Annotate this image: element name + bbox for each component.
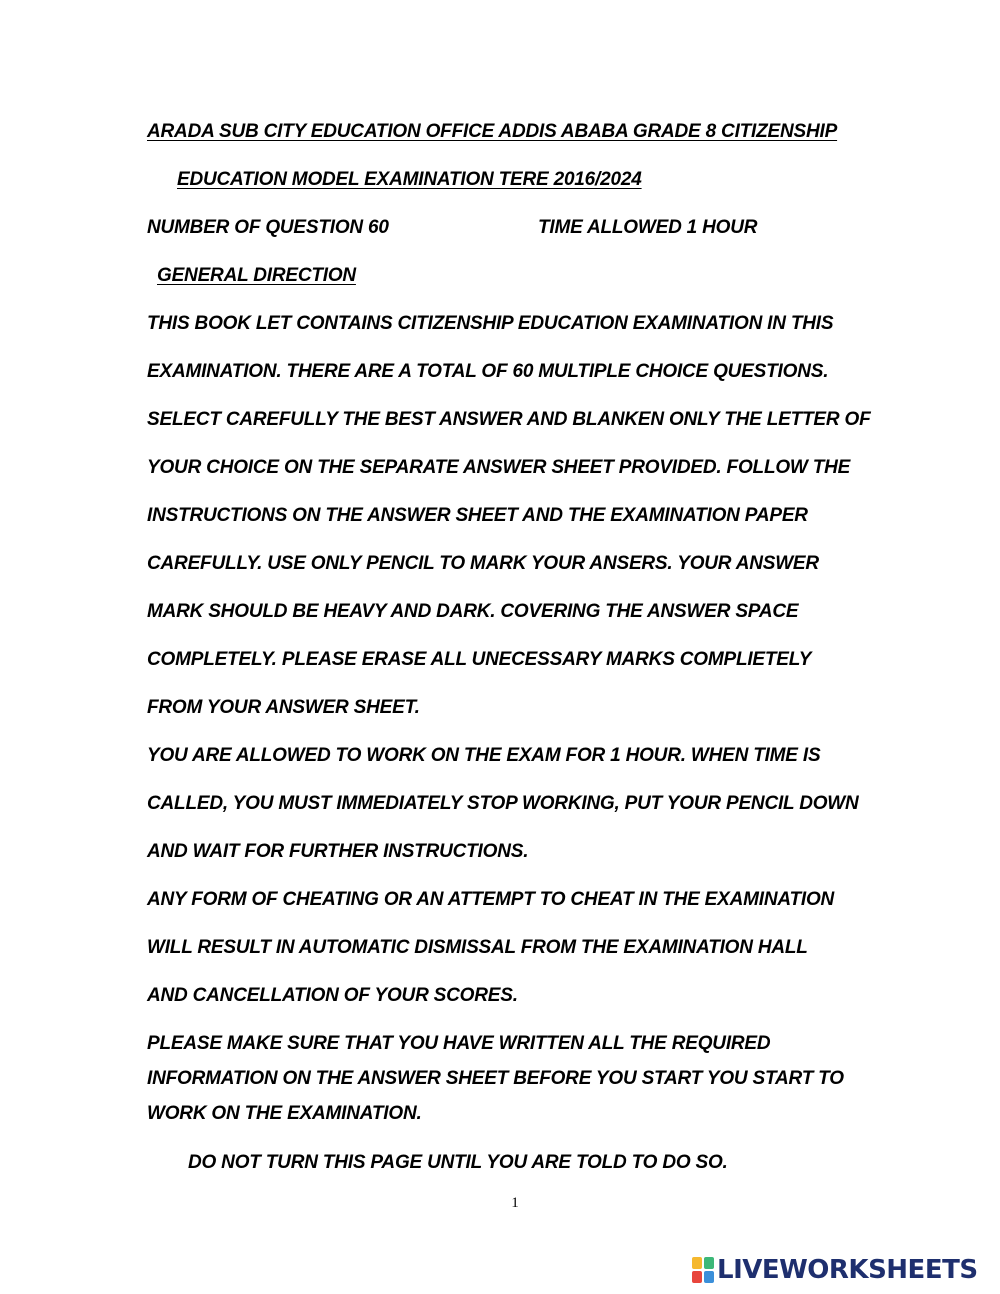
title-line-2 (147, 168, 642, 192)
paragraph-2-line: YOU ARE ALLOWED TO WORK ON THE EXAM FOR 1 HOUR. WHEN TIME IS (147, 745, 821, 766)
general-direction-heading (147, 264, 356, 288)
paragraph-4-line: PLEASE MAKE SURE THAT YOU HAVE WRITTEN ALL THE REQUIRED (147, 1033, 771, 1054)
page-number: 1 (511, 1195, 519, 1211)
paragraph-1-line: COMPLETELY. PLEASE ERASE ALL UNECESSARY MARKS COMPLIETELY (147, 649, 812, 670)
liveworksheets-logo-text: LIVEWORKSHEETS (717, 1255, 978, 1285)
title-line-1: ARADA SUB CITY EDUCATION OFFICE ADDIS ABABA GRADE 8 CITIZENSHIP (147, 121, 838, 142)
closing-instruction: DO NOT TURN THIS PAGE UNTIL YOU ARE TOLD TO DO SO. (188, 1152, 728, 1173)
paragraph-3-line: WILL RESULT IN AUTOMATIC DISMISSAL FROM THE EXAMINATION HALL (147, 937, 808, 958)
paragraph-1-line: FROM YOUR ANSWER SHEET. (147, 697, 420, 718)
time-allowed: TIME ALLOWED 1 HOUR (538, 217, 758, 238)
paragraph-1-line: SELECT CAREFULLY THE BEST ANSWER AND BLANKEN ONLY THE LETTER OF (147, 409, 871, 430)
liveworksheets-logo-icon (692, 1257, 714, 1283)
title-line-2-text: EDUCATION MODEL EXAMINATION TERE 2016/2024 (177, 169, 642, 190)
paragraph-4-line: INFORMATION ON THE ANSWER SHEET BEFORE YOU START YOU START TO (147, 1068, 844, 1089)
paragraph-3-line: ANY FORM OF CHEATING OR AN ATTEMPT TO CHEAT IN THE EXAMINATION (147, 889, 835, 910)
number-of-question: NUMBER OF QUESTION 60 (147, 217, 389, 238)
paragraph-2-line: CALLED, YOU MUST IMMEDIATELY STOP WORKING, PUT YOUR PENCIL DOWN (147, 793, 859, 814)
paragraph-4-line: WORK ON THE EXAMINATION. (147, 1103, 422, 1124)
paragraph-3-line: AND CANCELLATION OF YOUR SCORES. (147, 985, 518, 1006)
paragraph-1-line: MARK SHOULD BE HEAVY AND DARK. COVERING THE ANSWER SPACE (147, 601, 799, 622)
paragraph-2-line: AND WAIT FOR FURTHER INSTRUCTIONS. (147, 841, 529, 862)
liveworksheets-logo[interactable] (692, 1254, 978, 1286)
paragraph-1-line: THIS BOOK LET CONTAINS CITIZENSHIP EDUCATION EXAMINATION IN THIS (147, 313, 834, 334)
paragraph-1-line: YOUR CHOICE ON THE SEPARATE ANSWER SHEET PROVIDED. FOLLOW THE (147, 457, 851, 478)
paragraph-1-line: CAREFULLY. USE ONLY PENCIL TO MARK YOUR ANSERS. YOUR ANSWER (147, 553, 819, 574)
paragraph-1-line: INSTRUCTIONS ON THE ANSWER SHEET AND THE EXAMINATION PAPER (147, 505, 808, 526)
paragraph-1-line: EXAMINATION. THERE ARE A TOTAL OF 60 MULTIPLE CHOICE QUESTIONS. (147, 361, 829, 382)
general-direction-text: GENERAL DIRECTION (157, 265, 356, 286)
